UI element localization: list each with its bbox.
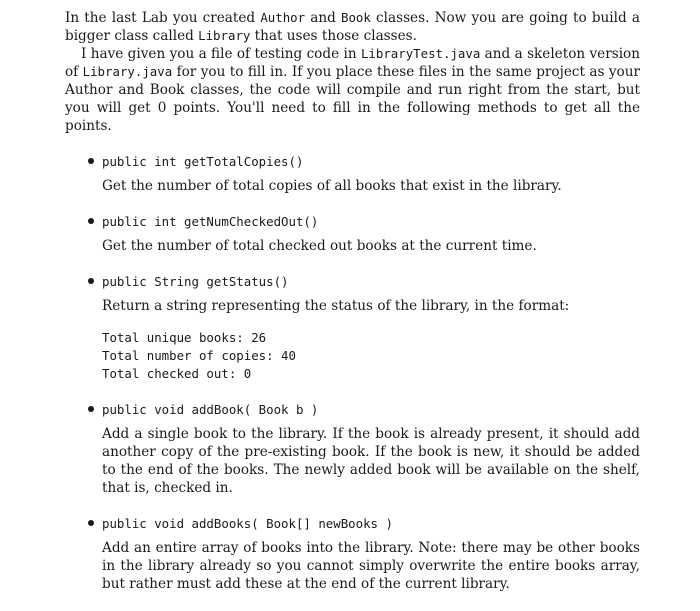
intro-text: I have given you a file of testing code in (81, 46, 361, 62)
intro-text: and (305, 10, 342, 26)
method-signature: public int getNumCheckedOut() (102, 214, 319, 229)
method-item-addbooks (65, 515, 640, 593)
bullet-icon (88, 520, 94, 526)
intro-paragraph-1 (65, 9, 640, 45)
method-signature: public void addBooks( Book[] newBooks ) (102, 516, 393, 531)
bullet-icon (88, 406, 94, 412)
code-librarytest-file: LibraryTest.java (360, 46, 481, 61)
method-signature: public String getStatus() (102, 274, 289, 289)
method-description: Add a single book to the library. If the book is already present, it should add another copy of the pre-existing book. If the book is new, it should be added to the end of the books. The newly added book will be available on the shelf, that is, checked in. (102, 426, 640, 496)
method-description: Get the number of total checked out books at the current time. (102, 238, 537, 254)
intro-text: and a skeleton version of (65, 46, 640, 80)
method-signature: public void addBook( Book b ) (102, 402, 319, 417)
method-description: Return a string representing the status of the library, in the format: (102, 298, 570, 314)
code-book: Book (341, 10, 371, 25)
method-item-addbook (65, 401, 640, 497)
code-library: Library (198, 28, 251, 43)
bullet-icon (88, 278, 94, 284)
intro-text: classes. Now you are going to build a bigger class called (65, 10, 640, 44)
status-line: Total unique books: 26 (102, 330, 267, 345)
document-page (65, 9, 640, 611)
bullet-icon (88, 158, 94, 164)
code-library-file: Library.java (82, 64, 173, 79)
intro-text: for you to fill in. If you place these files in the same project as your Author and Book classes, the code will compile and run right from the start, but you will get 0 points. You'll need to fill in the following methods to get all the points. (65, 64, 640, 134)
method-signature: public int getTotalCopies() (102, 154, 304, 169)
status-format-example (102, 329, 640, 383)
method-description: Add an entire array of books into the library. Note: there may be other books in the library already so you cannot simply overwrite the entire books array, but rather must add these at the end of the current library. (102, 540, 640, 592)
method-item-getnumcheckedout (65, 213, 640, 255)
intro-text: In the last Lab you created (65, 10, 261, 26)
bullet-icon (88, 218, 94, 224)
intro-text: that uses those classes. (250, 28, 417, 44)
method-list (65, 153, 640, 593)
status-line: Total number of copies: 40 (102, 348, 296, 363)
code-author: Author (260, 10, 306, 25)
intro-paragraph-2 (65, 45, 640, 135)
method-item-gettotalcopies (65, 153, 640, 195)
method-item-getstatus (65, 273, 640, 383)
method-description: Get the number of total copies of all books that exist in the library. (102, 178, 562, 194)
status-line: Total checked out: 0 (102, 366, 252, 381)
